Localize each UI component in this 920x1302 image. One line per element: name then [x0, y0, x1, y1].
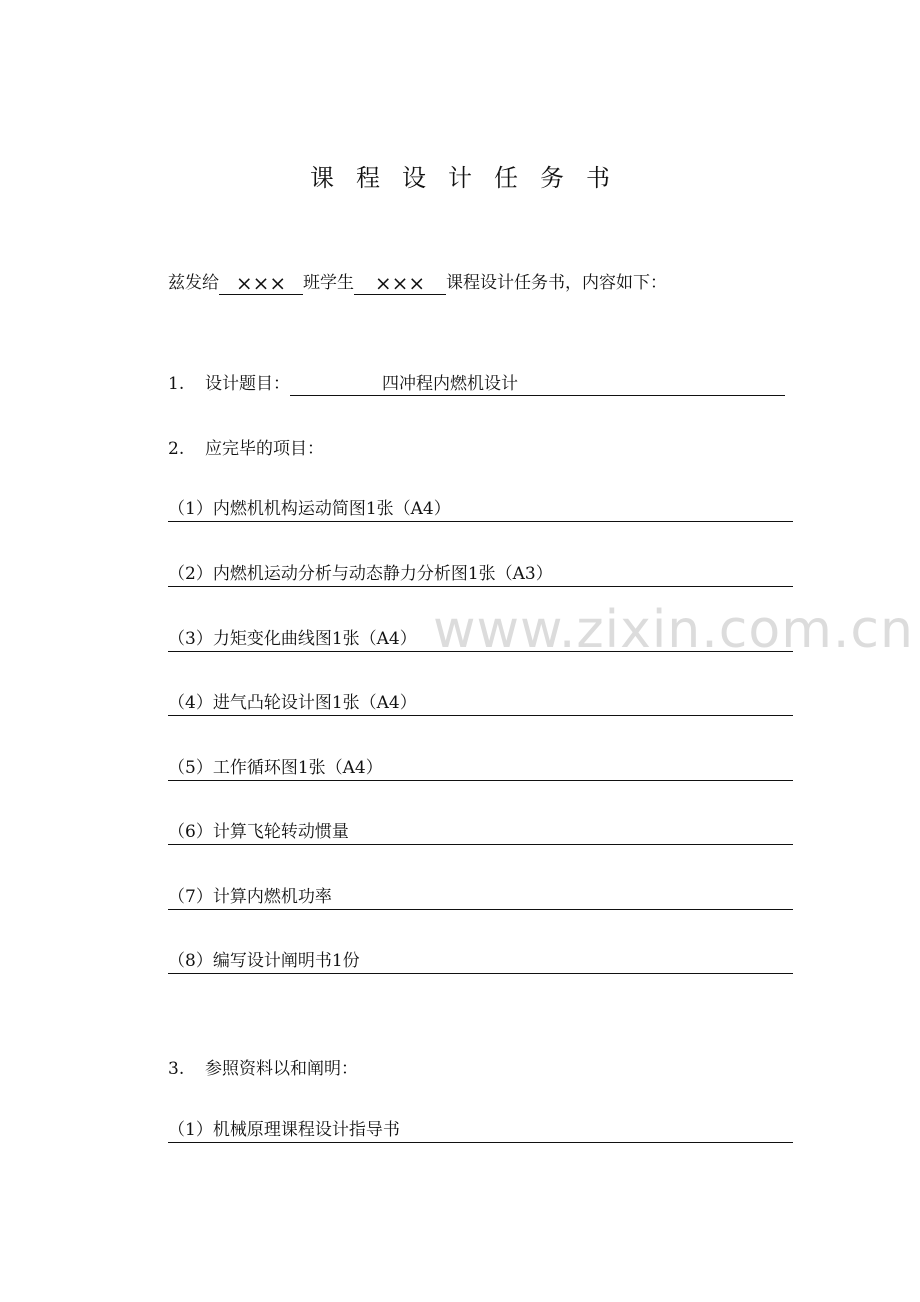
section-2-heading [168, 437, 324, 461]
intro-middle: 班学生 [303, 273, 354, 293]
section-1-heading [168, 372, 785, 396]
project-item-1: （1）内燃机机构运动简图1张（A4） [168, 497, 793, 522]
class-field: ××× [219, 272, 303, 295]
project-item-3: （3）力矩变化曲线图1张（A4） [168, 627, 793, 652]
project-item-8: （8）编写设计阐明书1份 [168, 949, 793, 974]
design-topic-field: 四冲程内燃机设计 [290, 373, 785, 396]
project-item-5: （5）工作循环图1张（A4） [168, 756, 793, 781]
project-item-7: （7）计算内燃机功率 [168, 885, 793, 910]
project-item-2: （2）内燃机运动分析与动态静力分析图1张（A3） [168, 562, 793, 587]
section-1-number: 1. [168, 374, 185, 394]
section-3-heading [168, 1057, 358, 1081]
project-item-6: （6）计算飞轮转动惯量 [168, 820, 793, 845]
document-title: 课程设计任务书 [310, 164, 632, 192]
section-1-label: 设计题目： [205, 374, 290, 394]
section-2-label: 应完毕的项目： [205, 439, 324, 459]
student-field: ××× [354, 272, 446, 295]
section-2-number: 2. [168, 439, 185, 459]
reference-item-1: （1）机械原理课程设计指导书 [168, 1118, 793, 1143]
intro-suffix: 课程设计任务书，内容如下： [446, 273, 667, 293]
intro-prefix: 兹发给 [168, 273, 219, 293]
intro-line [168, 271, 667, 295]
project-item-4: （4）进气凸轮设计图1张（A4） [168, 691, 793, 716]
watermark: www.zixin.com.cn [433, 600, 914, 660]
section-3-number: 3. [168, 1059, 185, 1079]
section-3-label: 参照资料以和阐明： [205, 1059, 358, 1079]
